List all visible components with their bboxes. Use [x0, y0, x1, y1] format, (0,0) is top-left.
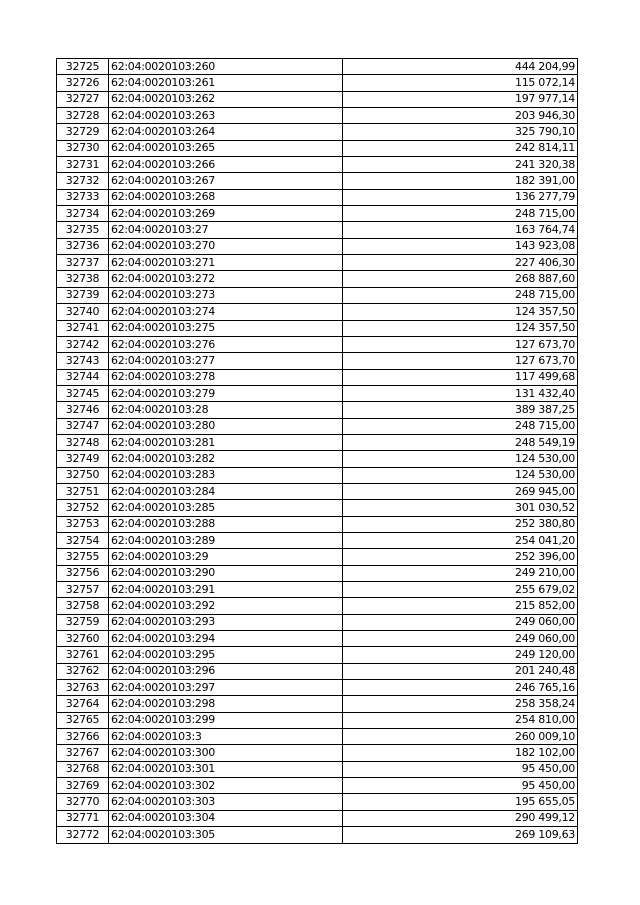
cadastral-number-cell: 62:04:0020103:273	[109, 287, 343, 303]
table-row	[57, 418, 578, 434]
table-row	[57, 500, 578, 516]
row-number-cell: 32759	[57, 614, 109, 630]
row-number-cell: 32740	[57, 304, 109, 320]
row-number-cell: 32763	[57, 680, 109, 696]
cadastral-number-cell: 62:04:0020103:289	[109, 532, 343, 548]
row-number-cell: 32756	[57, 565, 109, 581]
cadastral-number-cell: 62:04:0020103:284	[109, 483, 343, 499]
value-cell: 95 450,00	[343, 761, 578, 777]
row-number-cell: 32741	[57, 320, 109, 336]
value-cell: 117 499,68	[343, 369, 578, 385]
row-number-cell: 32755	[57, 549, 109, 565]
cadastral-number-cell: 62:04:0020103:297	[109, 680, 343, 696]
table-row	[57, 287, 578, 303]
row-number-cell: 32745	[57, 385, 109, 401]
value-cell: 252 380,80	[343, 516, 578, 532]
table-row	[57, 222, 578, 238]
row-number-cell: 32732	[57, 173, 109, 189]
value-cell: 252 396,00	[343, 549, 578, 565]
value-cell: 258 358,24	[343, 696, 578, 712]
cadastral-number-cell: 62:04:0020103:264	[109, 124, 343, 140]
value-cell: 248 715,00	[343, 206, 578, 222]
value-cell: 215 852,00	[343, 598, 578, 614]
row-number-cell: 32735	[57, 222, 109, 238]
value-cell: 260 009,10	[343, 729, 578, 745]
cadastral-number-cell: 62:04:0020103:304	[109, 810, 343, 826]
value-cell: 227 406,30	[343, 255, 578, 271]
row-number-cell: 32761	[57, 647, 109, 663]
table-row	[57, 353, 578, 369]
value-cell: 127 673,70	[343, 336, 578, 352]
row-number-cell: 32729	[57, 124, 109, 140]
cadastral-number-cell: 62:04:0020103:296	[109, 663, 343, 679]
table-row	[57, 729, 578, 745]
cadastral-number-cell: 62:04:0020103:261	[109, 75, 343, 91]
value-cell: 195 655,05	[343, 794, 578, 810]
table-row	[57, 565, 578, 581]
table-row	[57, 385, 578, 401]
value-cell: 246 765,16	[343, 680, 578, 696]
row-number-cell: 32768	[57, 761, 109, 777]
cadastral-number-cell: 62:04:0020103:274	[109, 304, 343, 320]
cadastral-number-cell: 62:04:0020103:268	[109, 189, 343, 205]
table-row	[57, 582, 578, 598]
value-cell: 242 814,11	[343, 140, 578, 156]
row-number-cell: 32746	[57, 402, 109, 418]
table-row	[57, 189, 578, 205]
table-row	[57, 238, 578, 254]
row-number-cell: 32728	[57, 108, 109, 124]
table-row	[57, 598, 578, 614]
document-page	[56, 58, 577, 844]
table-row	[57, 255, 578, 271]
cadastral-number-cell: 62:04:0020103:300	[109, 745, 343, 761]
cadastral-number-cell: 62:04:0020103:292	[109, 598, 343, 614]
value-cell: 290 499,12	[343, 810, 578, 826]
cadastral-number-cell: 62:04:0020103:285	[109, 500, 343, 516]
cadastral-number-cell: 62:04:0020103:29	[109, 549, 343, 565]
value-cell: 203 946,30	[343, 108, 578, 124]
row-number-cell: 32767	[57, 745, 109, 761]
cadastral-number-cell: 62:04:0020103:27	[109, 222, 343, 238]
table-row	[57, 467, 578, 483]
cadastral-number-cell: 62:04:0020103:277	[109, 353, 343, 369]
table-row	[57, 712, 578, 728]
row-number-cell: 32754	[57, 532, 109, 548]
cadastral-number-cell: 62:04:0020103:301	[109, 761, 343, 777]
row-number-cell: 32748	[57, 434, 109, 450]
cadastral-number-cell: 62:04:0020103:283	[109, 467, 343, 483]
row-number-cell: 32738	[57, 271, 109, 287]
row-number-cell: 32731	[57, 157, 109, 173]
row-number-cell: 32757	[57, 582, 109, 598]
row-number-cell: 32750	[57, 467, 109, 483]
table-body	[57, 59, 578, 844]
cadastral-number-cell: 62:04:0020103:293	[109, 614, 343, 630]
table-row	[57, 680, 578, 696]
value-cell: 255 679,02	[343, 582, 578, 598]
value-cell: 248 549,19	[343, 434, 578, 450]
table-row	[57, 827, 578, 843]
row-number-cell: 32743	[57, 353, 109, 369]
row-number-cell: 32770	[57, 794, 109, 810]
row-number-cell: 32730	[57, 140, 109, 156]
cadastral-number-cell: 62:04:0020103:290	[109, 565, 343, 581]
value-cell: 163 764,74	[343, 222, 578, 238]
value-cell: 249 120,00	[343, 647, 578, 663]
cadastral-number-cell: 62:04:0020103:275	[109, 320, 343, 336]
row-number-cell: 32771	[57, 810, 109, 826]
table-row	[57, 369, 578, 385]
cadastral-number-cell: 62:04:0020103:299	[109, 712, 343, 728]
cadastral-number-cell: 62:04:0020103:305	[109, 827, 343, 843]
table-row	[57, 483, 578, 499]
cadastral-number-cell: 62:04:0020103:272	[109, 271, 343, 287]
row-number-cell: 32725	[57, 59, 109, 75]
value-cell: 248 715,00	[343, 418, 578, 434]
cadastral-number-cell: 62:04:0020103:294	[109, 631, 343, 647]
cadastral-number-cell: 62:04:0020103:276	[109, 336, 343, 352]
row-number-cell: 32753	[57, 516, 109, 532]
table-row	[57, 402, 578, 418]
cadastral-number-cell: 62:04:0020103:270	[109, 238, 343, 254]
cadastral-number-cell: 62:04:0020103:266	[109, 157, 343, 173]
table-row	[57, 124, 578, 140]
cadastral-number-cell: 62:04:0020103:279	[109, 385, 343, 401]
cadastral-number-cell: 62:04:0020103:3	[109, 729, 343, 745]
table-row	[57, 549, 578, 565]
table-row	[57, 271, 578, 287]
cadastral-number-cell: 62:04:0020103:263	[109, 108, 343, 124]
value-cell: 124 530,00	[343, 451, 578, 467]
table-row	[57, 173, 578, 189]
value-cell: 249 060,00	[343, 614, 578, 630]
row-number-cell: 32772	[57, 827, 109, 843]
row-number-cell: 32744	[57, 369, 109, 385]
row-number-cell: 32742	[57, 336, 109, 352]
row-number-cell: 32769	[57, 778, 109, 794]
cadastral-number-cell: 62:04:0020103:302	[109, 778, 343, 794]
cadastral-number-cell: 62:04:0020103:271	[109, 255, 343, 271]
table-row	[57, 761, 578, 777]
cadastral-number-cell: 62:04:0020103:262	[109, 91, 343, 107]
table-row	[57, 532, 578, 548]
cadastral-number-cell: 62:04:0020103:267	[109, 173, 343, 189]
table-row	[57, 778, 578, 794]
table-row	[57, 614, 578, 630]
value-cell: 131 432,40	[343, 385, 578, 401]
row-number-cell: 32736	[57, 238, 109, 254]
row-number-cell: 32765	[57, 712, 109, 728]
table-row	[57, 745, 578, 761]
value-cell: 124 530,00	[343, 467, 578, 483]
row-number-cell: 32733	[57, 189, 109, 205]
value-cell: 115 072,14	[343, 75, 578, 91]
cadastral-number-cell: 62:04:0020103:303	[109, 794, 343, 810]
row-number-cell: 32766	[57, 729, 109, 745]
row-number-cell: 32749	[57, 451, 109, 467]
table-row	[57, 75, 578, 91]
cadastral-number-cell: 62:04:0020103:298	[109, 696, 343, 712]
value-cell: 254 041,20	[343, 532, 578, 548]
cadastral-number-cell: 62:04:0020103:28	[109, 402, 343, 418]
value-cell: 301 030,52	[343, 500, 578, 516]
value-cell: 124 357,50	[343, 304, 578, 320]
value-cell: 248 715,00	[343, 287, 578, 303]
row-number-cell: 32739	[57, 287, 109, 303]
table-row	[57, 696, 578, 712]
row-number-cell: 32762	[57, 663, 109, 679]
row-number-cell: 32747	[57, 418, 109, 434]
value-cell: 249 210,00	[343, 565, 578, 581]
cadastral-number-cell: 62:04:0020103:281	[109, 434, 343, 450]
value-cell: 269 109,63	[343, 827, 578, 843]
row-number-cell: 32734	[57, 206, 109, 222]
row-number-cell: 32726	[57, 75, 109, 91]
row-number-cell: 32752	[57, 500, 109, 516]
value-cell: 444 204,99	[343, 59, 578, 75]
value-cell: 124 357,50	[343, 320, 578, 336]
table-row	[57, 91, 578, 107]
cadastral-number-cell: 62:04:0020103:291	[109, 582, 343, 598]
cadastral-number-cell: 62:04:0020103:260	[109, 59, 343, 75]
row-number-cell: 32751	[57, 483, 109, 499]
table-row	[57, 663, 578, 679]
row-number-cell: 32764	[57, 696, 109, 712]
cadastral-number-cell: 62:04:0020103:288	[109, 516, 343, 532]
value-cell: 197 977,14	[343, 91, 578, 107]
value-cell: 389 387,25	[343, 402, 578, 418]
value-cell: 136 277,79	[343, 189, 578, 205]
table-row	[57, 140, 578, 156]
table-row	[57, 516, 578, 532]
row-number-cell: 32727	[57, 91, 109, 107]
value-cell: 249 060,00	[343, 631, 578, 647]
value-cell: 201 240,48	[343, 663, 578, 679]
value-cell: 241 320,38	[343, 157, 578, 173]
table-row	[57, 810, 578, 826]
value-cell: 95 450,00	[343, 778, 578, 794]
cadastral-number-cell: 62:04:0020103:295	[109, 647, 343, 663]
cadastral-number-cell: 62:04:0020103:282	[109, 451, 343, 467]
row-number-cell: 32758	[57, 598, 109, 614]
row-number-cell: 32760	[57, 631, 109, 647]
table-row	[57, 206, 578, 222]
table-row	[57, 59, 578, 75]
table-row	[57, 157, 578, 173]
table-row	[57, 320, 578, 336]
value-cell: 182 102,00	[343, 745, 578, 761]
row-number-cell: 32737	[57, 255, 109, 271]
value-cell: 182 391,00	[343, 173, 578, 189]
cadastral-number-cell: 62:04:0020103:278	[109, 369, 343, 385]
table-row	[57, 336, 578, 352]
table-row	[57, 451, 578, 467]
table-row	[57, 108, 578, 124]
value-cell: 269 945,00	[343, 483, 578, 499]
cadastral-value-table	[56, 58, 578, 844]
value-cell: 325 790,10	[343, 124, 578, 140]
table-row	[57, 647, 578, 663]
value-cell: 143 923,08	[343, 238, 578, 254]
cadastral-number-cell: 62:04:0020103:265	[109, 140, 343, 156]
table-row	[57, 631, 578, 647]
value-cell: 127 673,70	[343, 353, 578, 369]
value-cell: 254 810,00	[343, 712, 578, 728]
value-cell: 268 887,60	[343, 271, 578, 287]
table-row	[57, 794, 578, 810]
cadastral-number-cell: 62:04:0020103:280	[109, 418, 343, 434]
table-row	[57, 434, 578, 450]
table-row	[57, 304, 578, 320]
cadastral-number-cell: 62:04:0020103:269	[109, 206, 343, 222]
